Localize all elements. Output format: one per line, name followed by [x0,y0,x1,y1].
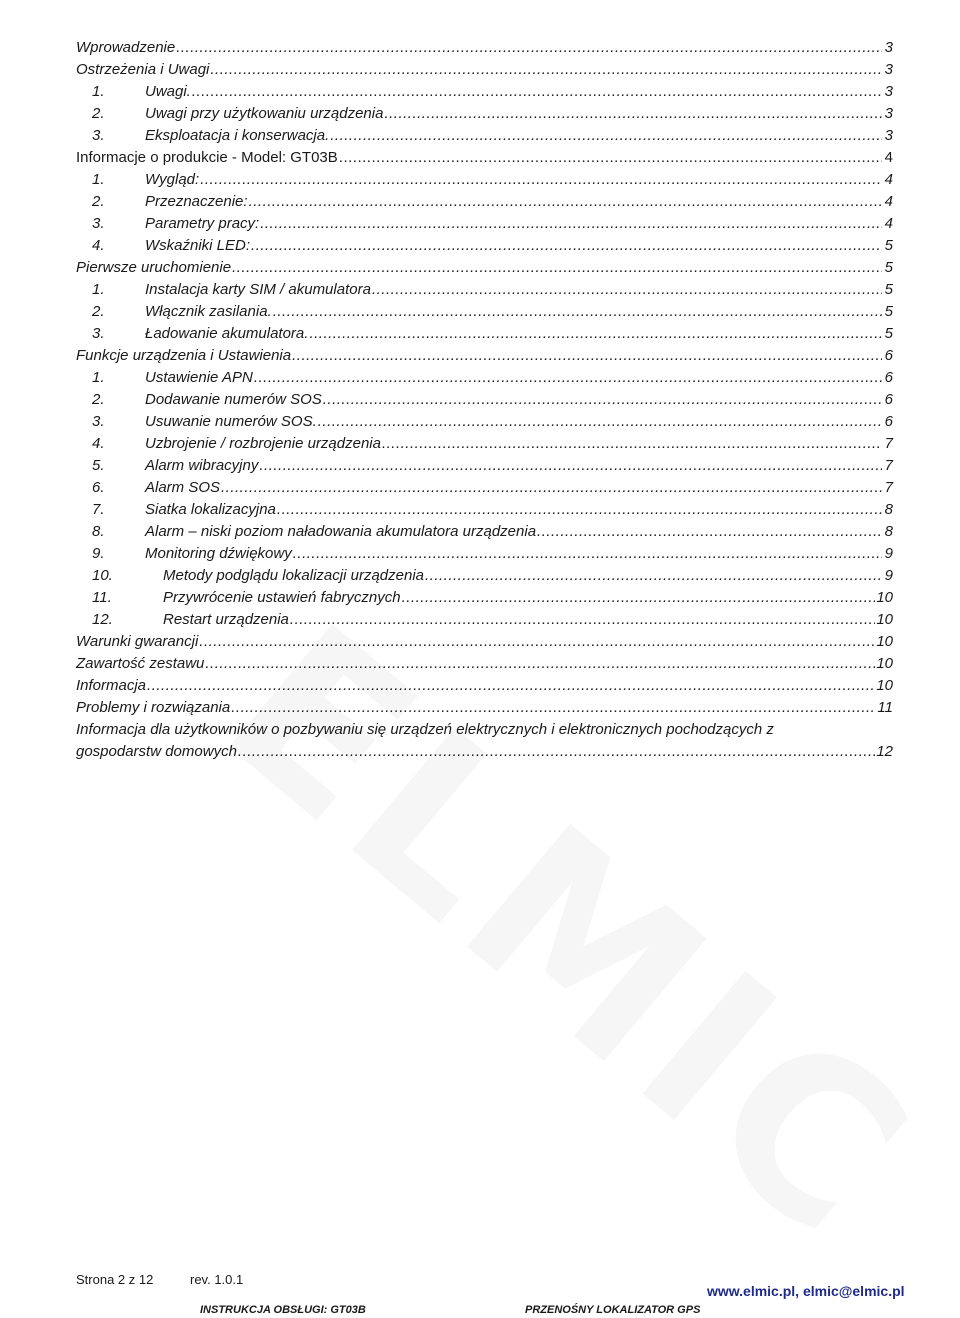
toc-leader-dots [199,631,875,653]
toc-entry-title: Siatka lokalizacyjna [145,501,276,518]
toc-leader-dots [249,191,882,213]
toc-entry[interactable] [76,191,893,213]
toc-entry-title: Włącznik zasilania. [145,303,272,320]
toc-entry-title: Monitoring dźwiękowy [145,545,292,562]
toc-entry-title: Ładowanie akumulatora. [145,325,309,342]
toc-entry-number: 4. [92,237,105,254]
toc-entry-number: 2. [92,193,105,210]
toc-leader-dots [372,279,882,301]
toc-leader-dots [251,235,882,257]
toc-entry[interactable] [76,389,893,411]
toc-entry[interactable] [76,477,893,499]
toc-entry-number: 1. [92,281,105,298]
toc-entry-page: 4 [884,215,893,232]
toc-entry[interactable] [76,59,893,81]
toc-entry[interactable] [76,675,893,697]
toc-entry-title: Alarm wibracyjny [145,457,259,474]
toc-entry-page: 7 [884,479,893,496]
toc-entry-title: Problemy i rozwiązania [76,699,231,716]
toc-entry[interactable] [76,235,893,257]
toc-entry-title: Ostrzeżenia i Uwagi [76,61,210,78]
toc-leader-dots [292,345,882,367]
toc-entry[interactable] [76,609,893,631]
toc-leader-dots [290,609,875,631]
toc-entry-page: 5 [884,281,893,298]
toc-entry-page: 3 [884,39,893,56]
toc-entry-page: 12 [876,743,893,760]
toc-leader-dots [231,697,876,719]
toc-entry-title: Przeznaczenie: [145,193,248,210]
manual-title: INSTRUKCJA OBSŁUGI: GT03B [200,1304,366,1316]
table-of-contents [76,37,893,763]
toc-entry-number: 2. [92,105,105,122]
toc-entry-page: 10 [876,611,893,628]
toc-entry[interactable] [76,719,893,763]
toc-entry-page: 5 [884,303,893,320]
toc-entry-page: 4 [884,193,893,210]
toc-entry-title: Zawartość zestawu [76,655,205,672]
toc-entry[interactable] [76,499,893,521]
toc-entry-page: 10 [876,589,893,606]
toc-entry-title: Alarm – niski poziom naładowania akumulatora urządzenia [145,523,537,540]
toc-leader-dots [330,125,882,147]
toc-leader-dots [318,411,882,433]
toc-entry-page: 6 [884,413,893,430]
toc-entry-number: 8. [92,523,105,540]
toc-leader-dots [273,301,882,323]
toc-entry-number: 3. [92,413,105,430]
toc-entry-title: Informacja dla użytkowników o pozbywaniu się urządzeń elektrycznych i elektronicznych pochodzących z [76,721,774,738]
toc-leader-dots [147,675,875,697]
toc-entry-page: 4 [884,149,893,166]
toc-entry[interactable] [76,367,893,389]
toc-entry-page: 9 [884,567,893,584]
toc-leader-dots [232,257,882,279]
toc-entry-title: Eksploatacja i konserwacja. [145,127,330,144]
toc-leader-dots [200,169,882,191]
toc-leader-dots [238,741,875,763]
toc-leader-dots [384,103,882,125]
toc-entry-number: 3. [92,325,105,342]
toc-entry-number: 3. [92,127,105,144]
toc-entry-page: 6 [884,391,893,408]
toc-entry[interactable] [76,125,893,147]
toc-entry-number: 3. [92,215,105,232]
toc-entry[interactable] [76,169,893,191]
toc-entry[interactable] [76,653,893,675]
toc-entry-number: 7. [92,501,105,518]
toc-entry-page: 5 [884,325,893,342]
toc-entry-page: 10 [876,677,893,694]
toc-entry-title: Restart urządzenia [163,611,289,628]
toc-entry-page: 6 [884,369,893,386]
product-title: PRZENOŚNY LOKALIZATOR GPS [525,1304,701,1316]
toc-entry[interactable] [76,455,893,477]
toc-entry[interactable] [76,543,893,565]
toc-entry-title: Parametry pracy: [145,215,260,232]
toc-leader-dots [221,477,882,499]
toc-leader-dots [402,587,876,609]
toc-entry[interactable] [76,565,893,587]
toc-entry-page: 6 [884,347,893,364]
toc-entry-number: 10. [92,567,113,584]
toc-entry[interactable] [76,345,893,367]
toc-entry[interactable] [76,147,893,169]
toc-entry-page: 8 [884,501,893,518]
toc-entry-page: 5 [884,237,893,254]
toc-entry[interactable] [76,213,893,235]
toc-entry-page: 11 [877,699,893,716]
toc-entry-page: 3 [884,105,893,122]
toc-entry-title: Alarm SOS [145,479,221,496]
toc-entry[interactable] [76,411,893,433]
toc-entry-title: Informacje o produkcie - Model: GT03B [76,149,338,166]
toc-entry-number: 5. [92,457,105,474]
toc-entry-number: 11. [92,589,112,606]
toc-entry-page: 5 [884,259,893,276]
toc-entry-page: 9 [884,545,893,562]
toc-entry[interactable] [76,433,893,455]
toc-entry-title: Wygląd: [145,171,200,188]
toc-entry-title: Wprowadzenie [76,39,176,56]
toc-entry-title: Dodawanie numerów SOS [145,391,322,408]
toc-entry-page: 4 [884,171,893,188]
toc-leader-dots [277,499,882,521]
toc-entry-number: 1. [92,83,105,100]
toc-leader-dots [210,59,882,81]
toc-entry-page: 7 [884,435,893,452]
toc-entry-number: 2. [92,391,105,408]
toc-entry-page: 10 [876,633,893,650]
toc-entry-title: Przywrócenie ustawień fabrycznych [163,589,401,606]
toc-entry-page: 3 [884,83,893,100]
toc-entry[interactable] [76,103,893,125]
toc-leader-dots [254,367,882,389]
toc-leader-dots [192,81,882,103]
toc-leader-dots [339,147,882,169]
toc-entry[interactable] [76,301,893,323]
toc-leader-dots [293,543,882,565]
toc-entry-title: Instalacja karty SIM / akumulatora [145,281,371,298]
toc-entry-number: 12. [92,611,113,628]
toc-entry[interactable] [76,697,893,719]
toc-entry-title: Ustawienie APN [145,369,253,386]
toc-entry-number: 1. [92,369,105,386]
toc-entry-title: Wskaźniki LED: [145,237,251,254]
page-number: Strona 2 z 12 [76,1272,154,1287]
toc-entry-page: 8 [884,523,893,540]
toc-entry-title-cont: gospodarstw domowych [76,743,237,760]
toc-entry-number: 2. [92,303,105,320]
toc-entry[interactable] [76,521,893,543]
toc-entry-number: 4. [92,435,105,452]
toc-leader-dots [425,565,882,587]
toc-leader-dots [382,433,882,455]
toc-entry[interactable] [76,587,893,609]
toc-entry-title: Uwagi. [145,83,191,100]
toc-entry[interactable] [76,37,893,59]
toc-entry-number: 1. [92,171,105,188]
toc-entry[interactable] [76,323,893,345]
toc-entry-title: Metody podglądu lokalizacji urządzenia [163,567,424,584]
toc-entry-title: Warunki gwarancji [76,633,199,650]
toc-entry-title: Uzbrojenie / rozbrojenie urządzenia [145,435,381,452]
toc-entry-page: 3 [884,127,893,144]
toc-leader-dots [537,521,882,543]
toc-leader-dots [259,455,882,477]
toc-leader-dots [260,213,882,235]
toc-leader-dots [309,323,882,345]
toc-entry[interactable] [76,631,893,653]
toc-entry-page: 3 [884,61,893,78]
toc-entry-number: 9. [92,545,105,562]
toc-leader-dots [176,37,882,59]
toc-entry[interactable] [76,257,893,279]
toc-leader-dots [205,653,875,675]
toc-entry-title: Funkcje urządzenia i Ustawienia [76,347,292,364]
toc-entry-number: 6. [92,479,105,496]
toc-entry[interactable] [76,81,893,103]
toc-entry-page: 7 [884,457,893,474]
toc-entry-title: Pierwsze uruchomienie [76,259,232,276]
toc-entry-title: Uwagi przy użytkowaniu urządzenia [145,105,384,122]
toc-leader-dots [323,389,882,411]
toc-entry-title: Informacja [76,677,147,694]
toc-entry-title: Usuwanie numerów SOS. [145,413,317,430]
website-link[interactable]: www.elmic.pl, elmic@elmic.pl [707,1283,905,1299]
toc-entry-page: 10 [876,655,893,672]
toc-entry[interactable] [76,279,893,301]
revision-label: rev. 1.0.1 [190,1272,244,1287]
